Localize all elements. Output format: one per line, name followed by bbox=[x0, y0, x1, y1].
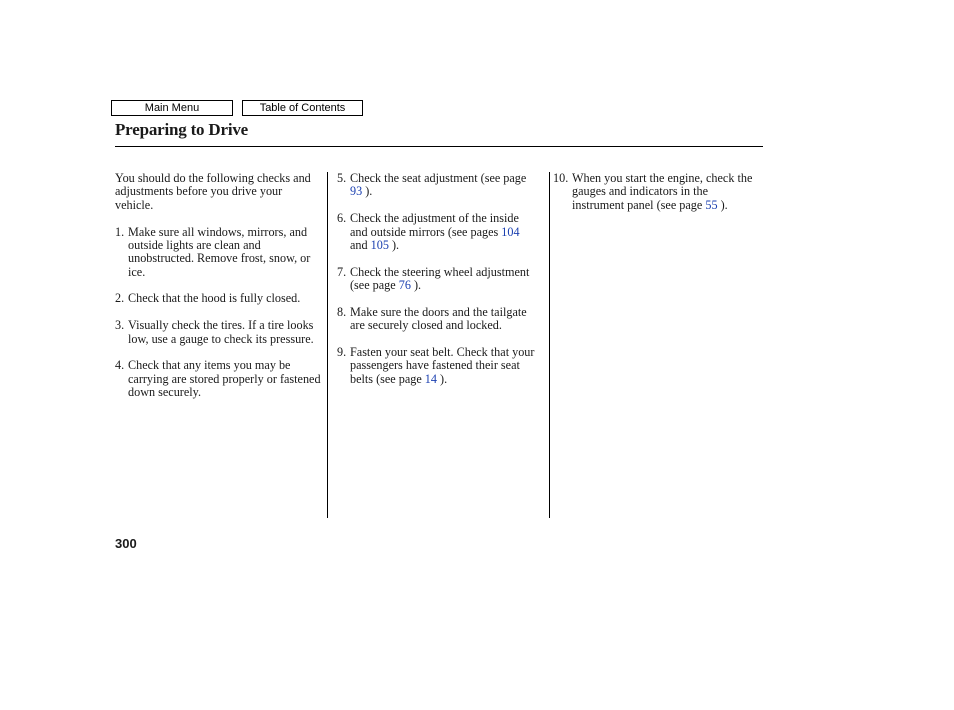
page-link[interactable]: 105 bbox=[370, 237, 389, 252]
page-link[interactable]: 104 bbox=[501, 224, 520, 239]
table-of-contents-button[interactable]: Table of Contents bbox=[242, 100, 363, 116]
item-text: Check the adjustment of the inside and outside mirrors (see pages 104 and 105 ). bbox=[350, 211, 520, 252]
item-text: Check that any items you may be carrying are stored properly or fastened down securely. bbox=[128, 358, 321, 400]
column-2 bbox=[337, 172, 537, 399]
column-divider-2 bbox=[549, 172, 550, 518]
column-1 bbox=[115, 172, 322, 413]
page-link[interactable]: 55 bbox=[705, 197, 718, 212]
list-item bbox=[337, 306, 537, 333]
item-text: Check the steering wheel adjustment (see page 76 ). bbox=[350, 264, 530, 293]
list-item bbox=[115, 292, 322, 305]
item-text: Visually check the tires. If a tire looks low, use a gauge to check its pressure. bbox=[128, 318, 314, 346]
item-number: 3. bbox=[115, 318, 125, 333]
list-item bbox=[337, 346, 537, 386]
item-number: 4. bbox=[115, 358, 125, 373]
list-item bbox=[337, 212, 537, 252]
item-number: 6. bbox=[337, 211, 347, 226]
item-number: 5. bbox=[337, 171, 347, 185]
item-number: 2. bbox=[115, 291, 125, 306]
item-number: 1. bbox=[115, 224, 125, 239]
intro-paragraph: You should do the following checks and adjustments before you drive your vehicle. bbox=[115, 171, 311, 212]
page-link[interactable]: 93 bbox=[350, 184, 363, 199]
item-number: 9. bbox=[337, 344, 347, 359]
page-number: 300 bbox=[115, 536, 137, 551]
item-text: Make sure the doors and the tailgate are securely closed and locked. bbox=[350, 304, 527, 333]
list-item bbox=[115, 359, 322, 399]
column-3 bbox=[553, 172, 763, 226]
list-item bbox=[115, 319, 322, 346]
list-item bbox=[337, 266, 537, 293]
item-number: 10. bbox=[553, 171, 569, 185]
item-text: Check that the hood is fully closed. bbox=[128, 291, 301, 306]
list-item bbox=[337, 172, 537, 199]
item-text: Make sure all windows, mirrors, and outside lights are clean and unobstructed. Remove frost, snow, or ice. bbox=[128, 224, 311, 279]
main-menu-button[interactable]: Main Menu bbox=[111, 100, 233, 116]
item-text: Fasten your seat belt. Check that your passengers have fastened their seat belts (see page 14 ). bbox=[350, 344, 535, 386]
list-item bbox=[553, 172, 763, 212]
page-link[interactable]: 14 bbox=[424, 371, 437, 386]
page-link[interactable]: 76 bbox=[398, 278, 411, 293]
title-divider bbox=[115, 146, 763, 147]
column-divider-1 bbox=[327, 172, 328, 518]
list-item bbox=[115, 226, 322, 280]
item-number: 8. bbox=[337, 304, 347, 319]
item-text: When you start the engine, check the gauges and indicators in the instrument panel (see page 55 ). bbox=[572, 171, 753, 212]
item-number: 7. bbox=[337, 264, 347, 279]
item-text: Check the seat adjustment (see page 93 ). bbox=[350, 171, 527, 199]
page-title: Preparing to Drive bbox=[115, 120, 248, 139]
